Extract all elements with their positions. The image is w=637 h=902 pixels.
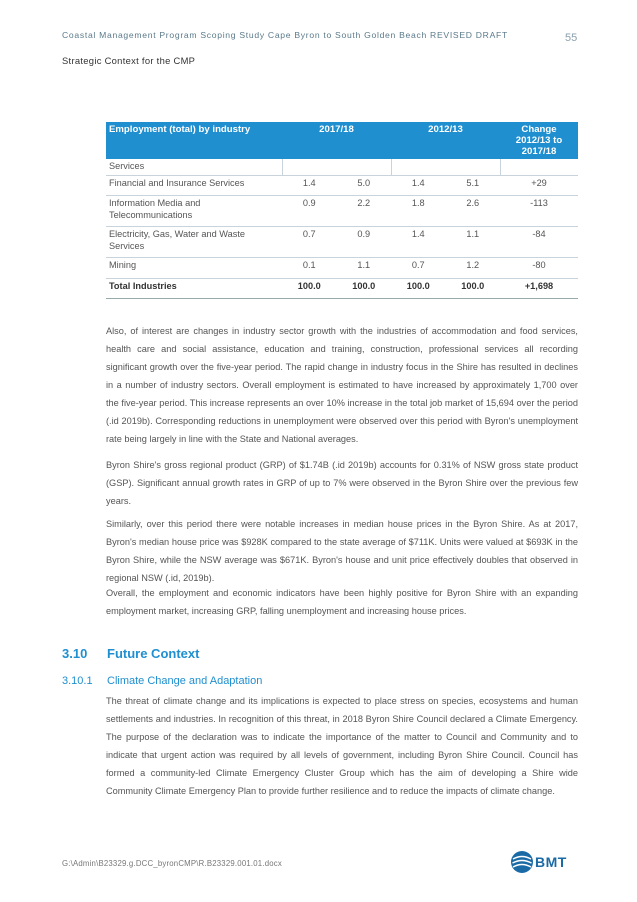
subsection-title: Climate Change and Adaptation [107, 675, 263, 687]
paragraph-house-prices: Similarly, over this period there were notable increases in median house prices in the Byron Shire. As at 2017, Byron's median house price was $928K compared to the state average of $711K. Units were valued at $693K in the Byron Shire, while the NSW average was $671K. Byron's house and unit price effectively doubles that observed in regional NSW (.id, 2019b). [106, 519, 578, 583]
cell-value: 2.2 [337, 196, 392, 227]
chapter-subtitle: Strategic Context for the CMP [62, 55, 196, 66]
cell-value [446, 159, 501, 176]
cell-change: -113 [500, 196, 578, 227]
table-header-2012-13: 2012/13 [391, 122, 500, 159]
employment-table [106, 122, 578, 299]
table-row [106, 176, 578, 196]
cell-total-value: 100.0 [391, 279, 446, 299]
cell-change [500, 159, 578, 176]
cell-value: 0.9 [337, 227, 392, 258]
cell-industry: Financial and Insurance Services [106, 176, 282, 196]
cell-industry: Information Media and Telecommunications [106, 196, 282, 227]
cell-value: 5.1 [446, 176, 501, 196]
cell-change: -84 [500, 227, 578, 258]
cell-value: 5.0 [337, 176, 392, 196]
cell-value [391, 159, 446, 176]
cell-total-label: Total Industries [106, 279, 282, 299]
section-title: Future Context [107, 646, 200, 661]
cell-industry: Mining [106, 258, 282, 279]
cell-value: 1.8 [391, 196, 446, 227]
document-title: Coastal Management Program Scoping Study Cape Byron to South Golden Beach REVISED DRAFT [62, 30, 508, 40]
table-row [106, 258, 578, 279]
section-heading [62, 646, 199, 661]
section-number: 3.10 [62, 646, 88, 661]
bmt-logo [510, 848, 580, 876]
table-header-row [106, 122, 578, 159]
cell-value: 0.1 [282, 258, 337, 279]
paragraph-climate-change: The threat of climate change and its implications is expected to place stress on species, ecosystems and human settlements and industries. In recognition of this threat, in 2018 Byron Shire Council declared a Climate Emergency. The purpose of the declaration was to indicate the importance of the matter to Council and Community and to indicate that urgent action was required by all levels of government, including Byron Shire Council. Council has formed a community-led Climate Emergency Cluster Group which has the aim of developing a Shire wide Community Climate Emergency Plan to provide further resilience and to reduce the impacts of climate change. [106, 696, 578, 796]
file-path: G:\Admin\B23329.g.DCC_byronCMP\R.B23329.001.01.docx [62, 859, 282, 868]
paragraph-grp: Byron Shire's gross regional product (GRP) of $1.74B (.id 2019b) accounts for 0.31% of NSW gross state product (GSP). Significant annual growth rates in GRP of up to 7% were observed in the Byron Shire over the previous few years. [106, 460, 578, 506]
cell-value: 1.4 [282, 176, 337, 196]
cell-change: -80 [500, 258, 578, 279]
paragraph-industry-growth: Also, of interest are changes in industry sector growth with the industries of accommodation and food services, health care and social assistance, education and training, construction, professional services all recording significant growth over the five-year period. The rapid change in industry focus in the Shire has resulted in declines in a number of industry sectors. Overall employment is estimated to have increased by approximately 1,700 over the five-year period. This increase represents an over 10% increase in the total job market of 15,694 over the period (.id 2019b). Corresponding reductions in unemployment were observed over this period with Byron's unemployment rate being largely in line with the State and National averages. [106, 326, 578, 444]
table-row [106, 196, 578, 227]
page-number: 55 [565, 32, 578, 44]
cell-value: 1.1 [446, 227, 501, 258]
logo-wordmark: BMT [535, 854, 567, 870]
subsection-number: 3.10.1 [62, 675, 93, 687]
cell-value: 1.1 [337, 258, 392, 279]
cell-value: 1.2 [446, 258, 501, 279]
cell-total-value: 100.0 [337, 279, 392, 299]
cell-value: 0.9 [282, 196, 337, 227]
cell-industry: Electricity, Gas, Water and Waste Services [106, 227, 282, 258]
cell-total-value: 100.0 [446, 279, 501, 299]
cell-value: 1.4 [391, 227, 446, 258]
table-header-industry: Employment (total) by industry [106, 122, 282, 159]
cell-industry: Services [106, 159, 282, 176]
table-total-row [106, 279, 578, 299]
cell-total-change: +1,698 [500, 279, 578, 299]
bmt-logo-icon [510, 850, 534, 874]
cell-value [282, 159, 337, 176]
table-row [106, 227, 578, 258]
table-header-change: Change 2012/13 to 2017/18 [500, 122, 578, 159]
cell-value: 1.4 [391, 176, 446, 196]
cell-value: 2.6 [446, 196, 501, 227]
cell-change: +29 [500, 176, 578, 196]
paragraph-overall: Overall, the employment and economic indicators have been highly positive for Byron Shire with an expanding employment market, increasing GRP, falling unemployment and increasing house prices. [106, 588, 578, 616]
table-row [106, 159, 578, 176]
cell-value: 0.7 [282, 227, 337, 258]
cell-value: 0.7 [391, 258, 446, 279]
cell-value [337, 159, 392, 176]
subsection-heading [62, 675, 262, 687]
table-header-2017-18: 2017/18 [282, 122, 391, 159]
cell-total-value: 100.0 [282, 279, 337, 299]
